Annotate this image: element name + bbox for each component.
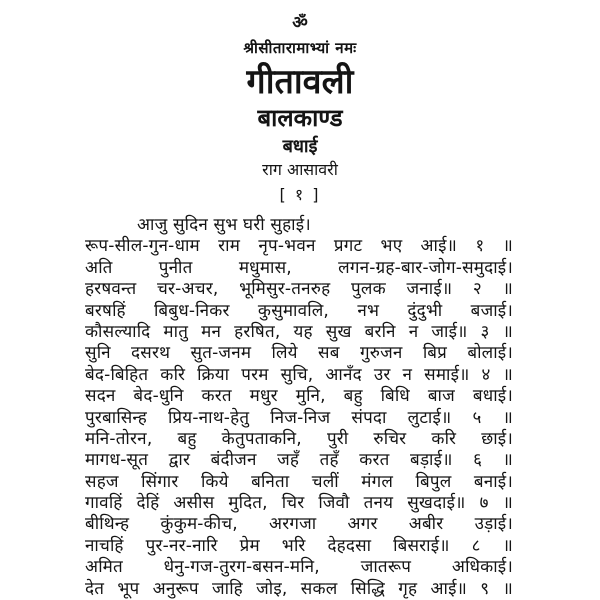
verse-line: अमित धेनु-गज-तुरग-बसन-मनि, जातरूप अधिकाई। xyxy=(85,557,513,578)
verse-line: कौसल्यादि मातु मन हरषित, यह सुख बरनि न जाई॥ ३ ॥ xyxy=(85,321,513,342)
verse-line: देत भूप अनुरूप जाहि जोइ, सकल सिद्धि गृह आई॥ ९ ॥ xyxy=(85,578,513,599)
verse-number-heading: [ १ ] xyxy=(279,185,321,204)
verse-line: मागध-सूत द्वार बंदीजन जहँ तहँ करत बड़ाई॥ ६ ॥ xyxy=(85,450,513,471)
raga-label: राग आसावरी xyxy=(262,160,338,179)
invocation-text: श्रीसीतारामाभ्यां नमः xyxy=(243,39,357,57)
verse-line: बेद-बिहित करि क्रिया परम सुचि, आनँद उर न समाई॥ ४ ॥ xyxy=(85,364,513,385)
verse-line: हरषवन्त चर-अचर, भूमिसुर-तनरुह पुलक जनाई॥ २ ॥ xyxy=(85,279,513,300)
verse-line: बीथिन्ह कुंकुम-कीच, अरगजा अगर अबीर उड़ाई। xyxy=(85,514,513,535)
verse-line: रूप-सील-गुन-धाम राम नृप-भवन प्रगट भए आई॥ १ ॥ xyxy=(85,236,513,257)
om-symbol: ॐ xyxy=(292,13,308,33)
book-title: गीतावली xyxy=(246,62,354,102)
subsection-title: बधाई xyxy=(282,136,318,157)
verse-line: पुरबासिन्ह प्रिय-नाथ-हेतु निज-निज संपदा लुटाई॥ ५ ॥ xyxy=(85,407,513,428)
verse-line: बरषहिं बिबुध-निकर कुसुमावलि, नभ दुंदुभी बजाई। xyxy=(85,300,513,321)
verse-line: मनि-तोरन, बहु केतुपताकनि, पुरी रुचिर करि छाई। xyxy=(85,428,513,449)
verse-line: सहज सिंगार किये बनिता चलीं मंगल बिपुल बनाई। xyxy=(85,471,513,492)
verse-line: सुनि दसरथ सुत-जनम लिये सब गुरुजन बिप्र बोलाई। xyxy=(85,343,513,364)
verse-line: गावहिं देहिं असीस मुदित, चिर जिवौ तनय सुखदाई॥ ७ ॥ xyxy=(85,493,513,514)
verse-line: आजु सुदिन सुभ घरी सुहाई। xyxy=(137,215,311,235)
verse-block xyxy=(85,215,513,600)
verse-line: सदन बेद-धुनि करत मधुर मुनि, बहु बिधि बाज बधाई। xyxy=(85,386,513,407)
section-title: बालकाण्ड xyxy=(257,104,343,132)
verse-line: अति पुनीत मधुमास, लगन-ग्रह-बार-जोग-समुदाई। xyxy=(85,257,513,278)
verse-line: नाचहिं पुर-नर-नारि प्रेम भरि देहदसा बिसराई॥ ८ ॥ xyxy=(85,535,513,556)
